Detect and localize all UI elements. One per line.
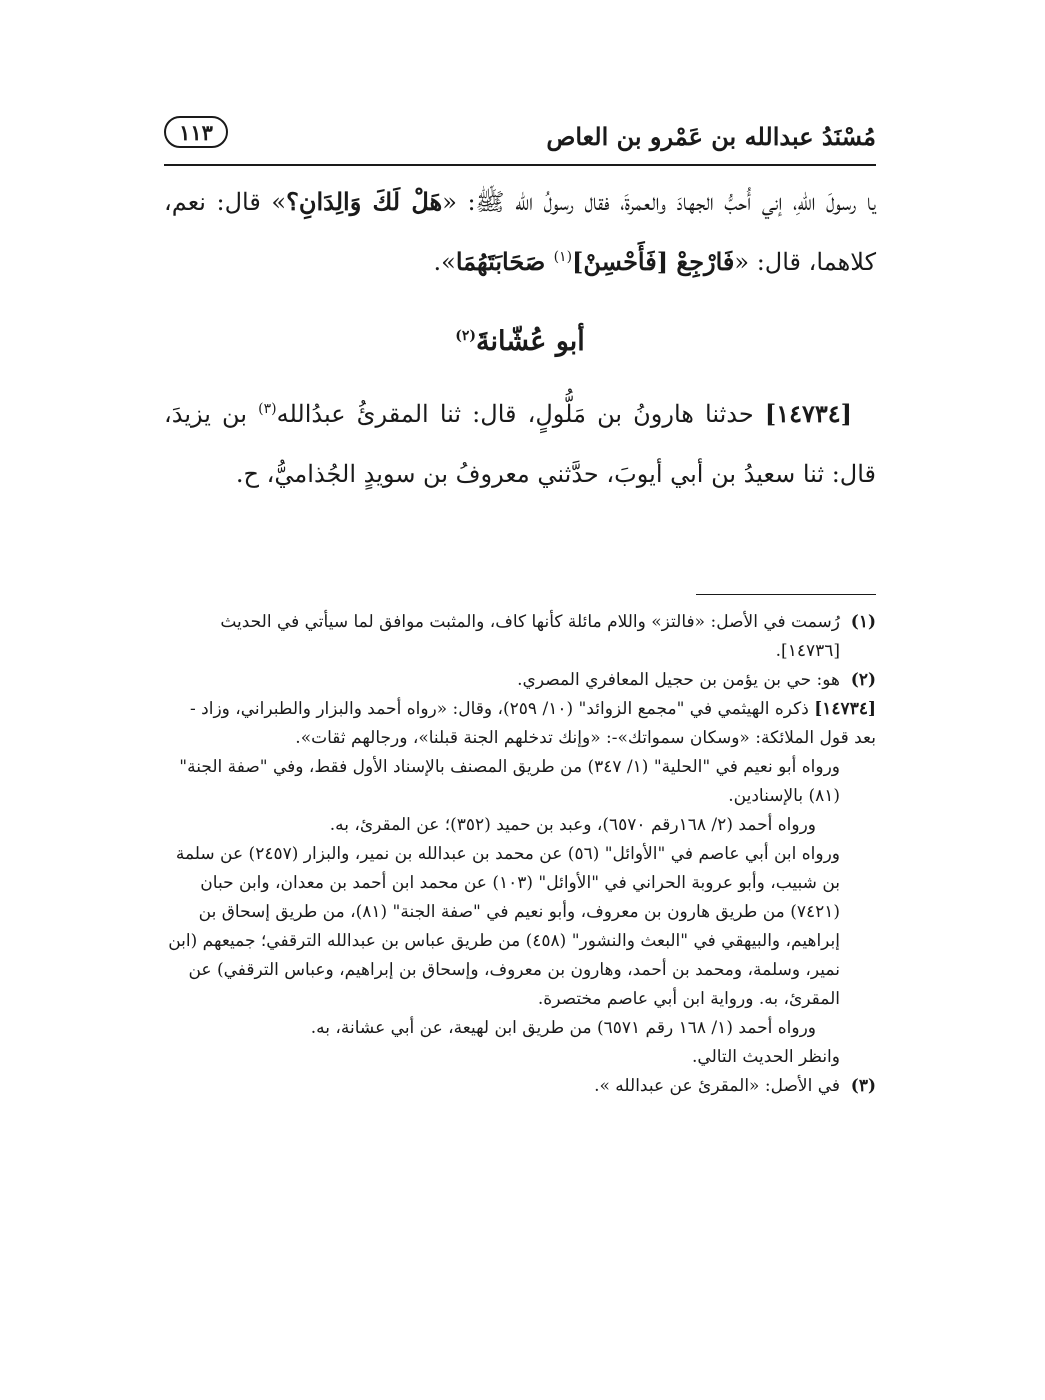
hadith-number: [١٤٧٣٤] <box>764 399 853 428</box>
paragraph-hadith-14734 <box>164 384 876 504</box>
footnote-ref: (٣) <box>258 401 277 417</box>
takhrij-paragraph <box>164 695 876 753</box>
text-run: بن يزيدَ، قال: ثنا سعيدُ بن أبي أيوبَ، حدَّثني معروفُ بن سويدٍ الجُذاميُّ، ح. <box>164 400 876 488</box>
main-text <box>164 172 876 504</box>
footnote-text: رُسمت في الأصل: «فالتز» واللام مائلة كأنها كاف، والمثبت موافق لما سيأتي في الحديث [١٤٧٣٦]. <box>220 612 840 661</box>
text-run: حدثنا هارونُ بن مَلُّولٍ، قال: ثنا المقرئُ عبدُالله <box>276 400 765 428</box>
takhrij-continuation <box>164 753 876 1072</box>
footnote-3 <box>164 1072 876 1101</box>
paragraph-hadith-end <box>164 172 876 292</box>
footnotes <box>164 608 876 1101</box>
footnote-mark: (١) <box>850 612 876 632</box>
quote-bold: هَلْ لَكَ وَالِدَانِ؟ <box>286 187 443 216</box>
quote-bold: فَارْجِعْ [فَأَحْسِنْ] <box>572 247 735 276</box>
footnote-text: في الأصل: «المقرئ عن عبدالله ». <box>594 1076 840 1096</box>
text-run: ». <box>433 248 456 276</box>
takhrij-text: وانظر الحديث التالي. <box>692 1047 840 1067</box>
footnote-text: هو: حي بن يؤمن بن حجيل المعافري المصري. <box>517 670 840 690</box>
quote-bold: صَحَابَتَهُمَا <box>455 247 554 276</box>
footnote-separator <box>696 594 876 595</box>
takhrij-text: ورواه أحمد (١/ ١٦٨ رقم ٦٥٧١) من طريق ابن لهيعة، عن أبي عشانة، به. <box>310 1018 816 1038</box>
takhrij-text: ورواه أحمد (٢/ ١٦٨رقم ٦٥٧٠)، وعبد بن حميد (٣٥٢)؛ عن المقرئ، به. <box>329 815 816 835</box>
footnote-ref: (١) <box>553 249 573 265</box>
page-header <box>164 112 876 164</box>
takhrij-text: ورواه أبو نعيم في "الحلية" (١/ ٣٤٧) من طريق المصنف بالإسناد الأول فقط، وفي "صفة الجنة" (٨١) بالإسنادين. <box>179 757 840 806</box>
footnote-mark: (٢) <box>850 670 876 690</box>
footnote-1 <box>164 608 876 666</box>
takhrij-text: ورواه ابن أبي عاصم في "الأوائل" (٥٦) عن محمد بن عبدالله بن نمير، والبزار (٢٤٥٧) عن سلمة بن شبيب، وأبو عروبة الحراني في "الأوائل" (١٠٣) عن محمد ابن أحمد بن معدان، وابن حبان (٧٤٢١) من طريق هارون بن معروف، وأبو نعيم في "صفة الجنة" (٨١)، من طريق إسحاق بن إبراهيم، والبيهقي في "البعث والنشور" (٤٥٨) من طريق عباس بن عبدالله الترقفي؛ جميعهم (ابن نمير، وسلمة، ومحمد بن أحمد، وهارون بن معروف، وإسحاق بن إبراهيم، وعباس الترقفي) عن المقرئ، به. ورواية ابن أبي عاصم مختصرة. <box>168 844 840 1009</box>
takhrij-text: ذكره الهيثمي في "مجمع الزوائد" (١٠/ ٢٥٩)، وقال: «رواه أحمد والبزار والطبراني، وزاد - بعد قول الملائكة: «وسكان سمواتك»-: «وإنك تدخلهم الجنة قبلنا»، ورجالهم ثقات». <box>190 699 876 748</box>
footnote-2 <box>164 666 876 695</box>
text-run: يا رسولَ اللهِ، إني أُحبُّ الجهادَ والعمرةَ، فقال رسولُ الله ﷺ: « <box>442 188 877 216</box>
footnote-ref: (٢) <box>455 328 476 344</box>
takhrij-note <box>164 695 876 1072</box>
heading-text: أبو عُشّانةَ <box>476 326 585 357</box>
text-run: » قال: نعم، كلاهما، قال: « <box>164 188 876 276</box>
running-title: مُسْنَدُ عبدالله بن عَمْرو بن العاص <box>546 122 876 151</box>
hadith-number: [١٤٧٣٤] <box>814 699 876 719</box>
page-number-badge: ١١٣ <box>164 116 228 148</box>
section-heading <box>164 312 876 372</box>
header-rule <box>164 164 876 166</box>
footnote-mark: (٣) <box>850 1076 876 1096</box>
